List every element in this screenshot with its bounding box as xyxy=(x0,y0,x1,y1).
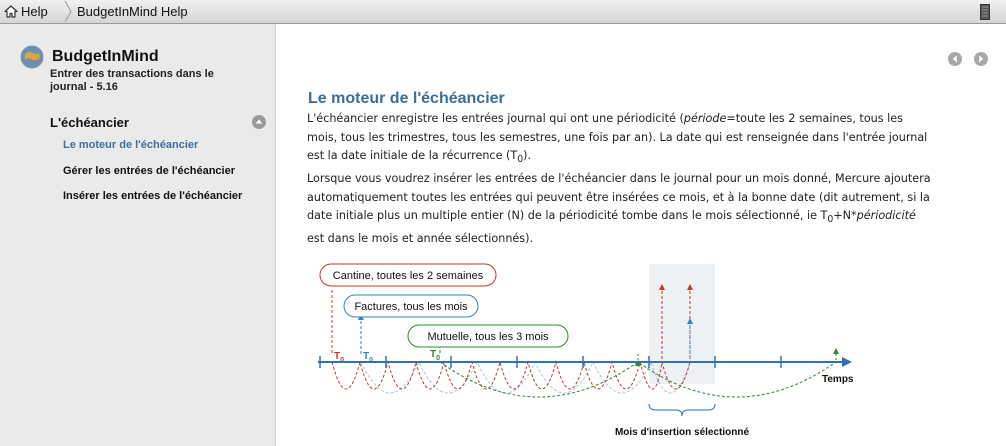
breadcrumb-separator-icon xyxy=(63,0,73,23)
selected-month-highlight xyxy=(649,264,715,384)
t0-label-cantine: $T_0$ xyxy=(334,351,345,364)
previous-page-button[interactable] xyxy=(948,52,962,66)
next-page-button[interactable] xyxy=(974,52,988,66)
box-mutuelle-label: Mutuelle, tous les 3 mois xyxy=(427,331,549,343)
t0-label-mutuelle: $T_0$ xyxy=(430,349,441,362)
collapse-section-button[interactable] xyxy=(252,115,266,129)
paragraph-2: Lorsque vous voudrez insérer les entrées de l'échéancier dans le journal pour un mois donné, Mercure ajoutera automatiquement toutes les entrées qui peuvent être insérées ce mois, et à la bonne date (dit autrement, si la date initiale plus un multiple entier (N) de la périodicité tombe dans le mois sélectionné, ie $T_0+N*périodicité$ est dans le mois et année sélectionnés). xyxy=(307,172,931,246)
section-title: L'échéancier xyxy=(50,115,129,130)
help-toolbar xyxy=(0,0,1006,24)
home-icon xyxy=(4,5,18,18)
box-mutuelle xyxy=(408,325,568,347)
axis-label-temps: Temps xyxy=(822,374,854,385)
breadcrumb-app-label: BudgetInMind Help xyxy=(77,4,188,19)
app-logo-icon xyxy=(20,45,44,69)
sidebar-item-gerer[interactable]: Gérer les entrées de l'échéancier xyxy=(63,165,235,177)
t0-label-factures: $T_0$ xyxy=(363,351,374,364)
selected-month-bracket xyxy=(649,404,715,416)
selected-month-label: Mois d'insertion sélectionné xyxy=(614,427,750,438)
bookmark-icon[interactable] xyxy=(980,4,990,20)
sidebar-item-inserer[interactable]: Insérer les entrées de l'échéancier xyxy=(63,190,243,202)
topic-subtitle: Entrer des transactions dans le journal - 5.16 xyxy=(50,68,214,93)
paragraph-1: L'échéancier enregistre les entrées journal qui ont une périodicité (période=toute les 2 semaines, tous les mois, tous les trimestres, tous les semestres, une fois par an). La date qui est renseignée dans l'entrée journal est la date initiale de la récurrence $(T_0)$. xyxy=(307,112,928,166)
schedule-diagram xyxy=(276,254,1006,446)
help-home-link[interactable] xyxy=(4,0,48,23)
breadcrumb-app[interactable] xyxy=(77,0,188,23)
page-title: Le moteur de l'échéancier xyxy=(308,90,505,107)
app-name: BudgetInMind xyxy=(52,48,159,65)
box-cantine-label: Cantine, toutes les 2 semaines xyxy=(332,270,484,282)
sidebar xyxy=(0,24,276,446)
breadcrumb-help-label: Help xyxy=(21,4,48,19)
main-content xyxy=(276,24,1006,446)
box-factures xyxy=(344,295,478,317)
box-factures-label: Factures, tous les mois xyxy=(354,301,468,313)
box-cantine xyxy=(320,264,496,286)
sidebar-item-moteur[interactable]: Le moteur de l'échéancier xyxy=(63,139,199,151)
